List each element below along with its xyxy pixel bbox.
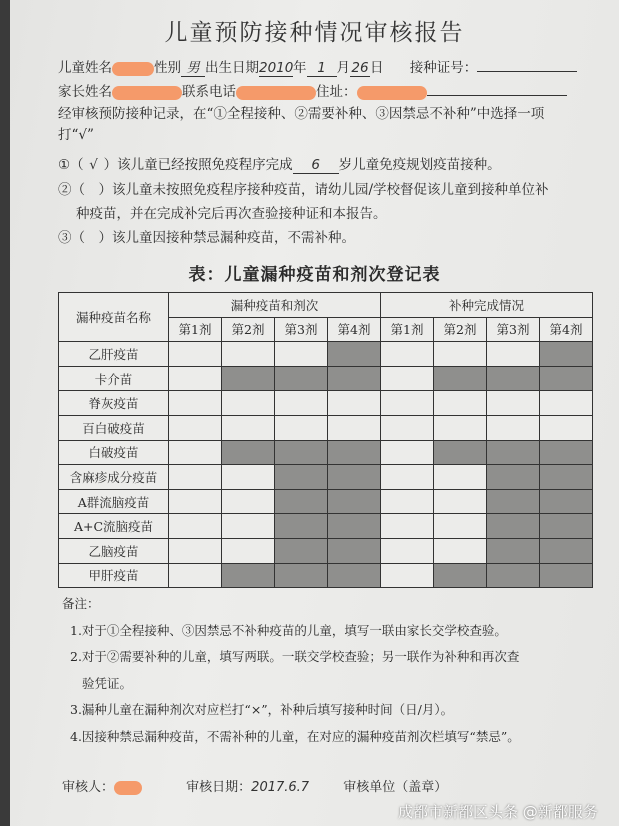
option-1 (58, 153, 501, 174)
shaded-cell (540, 440, 593, 465)
completion-header: 补种完成情况 (381, 293, 593, 318)
dose-cell (381, 514, 434, 539)
shaded-cell (540, 342, 593, 367)
shaded-cell (540, 489, 593, 514)
dose-cell (381, 342, 434, 367)
year-label: 年 (293, 60, 307, 76)
shaded-cell (540, 366, 593, 391)
redacted-reviewer (114, 781, 142, 795)
age-value: 6 (293, 157, 339, 174)
shaded-cell (222, 366, 275, 391)
footer (62, 780, 447, 796)
dose-cell (222, 538, 275, 563)
dose-header: 第3剂 (275, 317, 328, 342)
parent-label: 家长姓名 (58, 84, 112, 100)
child-info-line (58, 56, 577, 77)
cert-label: 接种证号： (409, 60, 478, 76)
dose-cell (434, 342, 487, 367)
dose-header: 第2剂 (222, 317, 275, 342)
option-3-text: 该儿童因接种禁忌漏种疫苗，不需补种。 (112, 230, 355, 246)
redacted-parent (112, 86, 182, 100)
redacted-name (112, 62, 154, 76)
dose-header: 第2剂 (434, 317, 487, 342)
page-title: 儿童预防接种情况审核报告 (164, 20, 465, 46)
dose-cell (169, 415, 222, 440)
dose-header: 第4剂 (540, 317, 593, 342)
option-2-text-cont: 种疫苗，并在完成补完后再次查验接种证和本报告。 (76, 206, 387, 222)
shaded-cell (487, 489, 540, 514)
dose-cell (328, 415, 381, 440)
dose-header: 第4剂 (328, 317, 381, 342)
shaded-cell (328, 563, 381, 588)
vaccine-table (58, 292, 593, 588)
dose-cell (381, 538, 434, 563)
redacted-address (357, 86, 427, 100)
gender-value: 男 (181, 56, 205, 77)
dose-cell (328, 391, 381, 416)
dose-header: 第1剂 (381, 317, 434, 342)
shaded-cell (540, 514, 593, 539)
dose-cell (487, 391, 540, 416)
dose-cell (381, 563, 434, 588)
shaded-cell (487, 563, 540, 588)
dose-cell (169, 342, 222, 367)
shaded-cell (328, 366, 381, 391)
vaccine-name: 含麻疹成分疫苗 (59, 465, 169, 490)
shaded-cell (275, 489, 328, 514)
shaded-cell (328, 489, 381, 514)
watermark-source: 头条 @新都服务 (488, 803, 598, 821)
dose-cell (381, 465, 434, 490)
table-row (59, 563, 593, 588)
watermark (398, 803, 598, 821)
shaded-cell (540, 538, 593, 563)
shaded-cell (487, 514, 540, 539)
dose-cell (275, 342, 328, 367)
dose-cell (434, 415, 487, 440)
dose-cell (487, 415, 540, 440)
dose-cell (169, 514, 222, 539)
birth-label: 出生日期 (205, 60, 259, 76)
dose-cell (169, 563, 222, 588)
dose-cell (434, 514, 487, 539)
dose-cell (434, 465, 487, 490)
instructions: 经审核预防接种记录，在“①全程接种、②需要补种、③因禁忌不补种”中选择一项打“√” (58, 106, 545, 143)
note-item: 3.漏种儿童在漏种剂次对应栏打“×”，补种后填写接种时间（日/月）。 (70, 702, 454, 717)
address-label: 住址： (316, 84, 357, 100)
dose-cell (169, 489, 222, 514)
missed-header: 漏种疫苗和剂次 (169, 293, 381, 318)
table-row (59, 514, 593, 539)
option-2-mark: ②（ ） (58, 182, 112, 198)
dose-cell (540, 391, 593, 416)
vaccine-name: 乙肝疫苗 (59, 342, 169, 367)
shaded-cell (222, 440, 275, 465)
dose-cell (222, 342, 275, 367)
table-body (59, 342, 593, 588)
table-row (59, 366, 593, 391)
option-1-mark: ①（ (58, 157, 84, 173)
birth-day: 26 (351, 60, 369, 76)
shaded-cell (434, 366, 487, 391)
day-label: 日 (370, 60, 384, 76)
vaccine-name: 卡介苗 (59, 366, 169, 391)
note-item: 1.对于①全程接种、③因禁忌不补种疫苗的儿童，填写一联由家长交学校查验。 (70, 622, 507, 638)
vaccine-name: 脊灰疫苗 (59, 391, 169, 416)
shaded-cell (275, 366, 328, 391)
table-row (59, 465, 593, 490)
option-1-text: ）该儿童已经按照免疫程序完成 (103, 157, 293, 173)
shaded-cell (275, 563, 328, 588)
dose-cell (434, 538, 487, 563)
vaccine-name: 白破疫苗 (59, 440, 169, 465)
vaccine-name: A+C流脑疫苗 (59, 514, 169, 539)
dose-cell (169, 366, 222, 391)
table-row (59, 415, 593, 440)
dose-cell (540, 415, 593, 440)
table-row (59, 440, 593, 465)
option-2-text: 该儿童未按照免疫程序接种疫苗，请幼儿园/学校督促该儿童到接种单位补 (112, 182, 549, 198)
phone-label: 联系电话 (182, 84, 236, 100)
table-row (59, 342, 593, 367)
vaccine-name: 乙脑疫苗 (59, 538, 169, 563)
table-row (59, 489, 593, 514)
date-value: 2017.6.7 (251, 780, 310, 795)
dose-header: 第3剂 (487, 317, 540, 342)
shaded-cell (275, 440, 328, 465)
dose-cell (381, 391, 434, 416)
table-row (59, 538, 593, 563)
shaded-cell (434, 440, 487, 465)
birth-year: 2010 (259, 60, 294, 76)
dose-cell (169, 538, 222, 563)
unit-label: 审核单位（盖章） (343, 780, 448, 795)
reviewer-label: 审核人： (62, 780, 115, 795)
gender-label: 性别 (154, 60, 181, 76)
shaded-cell (328, 465, 381, 490)
shaded-cell (222, 563, 275, 588)
dose-cell (381, 415, 434, 440)
shaded-cell (487, 440, 540, 465)
cert-value (477, 71, 577, 72)
shaded-cell (328, 440, 381, 465)
redacted-phone (236, 86, 316, 100)
notes-label: 备注： (62, 596, 100, 611)
shaded-cell (487, 366, 540, 391)
dose-cell (434, 391, 487, 416)
option-3-mark: ③（ ） (58, 230, 112, 246)
parent-info-line (58, 80, 567, 100)
dose-cell (169, 465, 222, 490)
dose-cell (487, 342, 540, 367)
dose-cell (169, 440, 222, 465)
dose-cell (381, 366, 434, 391)
shaded-cell (328, 514, 381, 539)
shaded-cell (540, 563, 593, 588)
vaccine-name: 甲肝疫苗 (59, 563, 169, 588)
shaded-cell (487, 465, 540, 490)
shaded-cell (487, 538, 540, 563)
table-row (59, 391, 593, 416)
watermark-text: 成都市新都区 (398, 803, 489, 821)
option-2 (58, 178, 549, 198)
month-label: 月 (336, 60, 350, 76)
table-title: 表：儿童漏种疫苗和剂次登记表 (188, 265, 441, 285)
shaded-cell (275, 465, 328, 490)
shaded-cell (328, 538, 381, 563)
dose-header: 第1剂 (169, 317, 222, 342)
child-name-label: 儿童姓名 (58, 60, 112, 76)
shaded-cell (275, 538, 328, 563)
birth-month: 1 (307, 60, 337, 77)
dose-cell (222, 465, 275, 490)
note-item: 2.对于②需要补种的儿童，填写两联。一联交学校查验；另一联作为补种和再次查 (70, 649, 520, 664)
notes (62, 598, 520, 757)
address-line (427, 95, 567, 96)
dose-cell (275, 415, 328, 440)
dose-cell (434, 489, 487, 514)
shaded-cell (328, 342, 381, 367)
report-page (10, 0, 619, 826)
note-item: 4.因接种禁忌漏种疫苗，不需补种的儿童，在对应的漏种疫苗剂次栏填写“禁忌”。 (70, 728, 520, 744)
dose-cell (169, 391, 222, 416)
dose-cell (275, 391, 328, 416)
dose-cell (381, 489, 434, 514)
name-header: 漏种疫苗名称 (59, 293, 169, 342)
vaccine-name: A群流脑疫苗 (59, 489, 169, 514)
shaded-cell (275, 514, 328, 539)
dose-cell (222, 391, 275, 416)
shaded-cell (540, 465, 593, 490)
note-item: 验凭证。 (82, 675, 133, 691)
dose-cell (222, 489, 275, 514)
dose-cell (222, 514, 275, 539)
dose-cell (222, 415, 275, 440)
date-label: 审核日期： (186, 780, 252, 795)
option-3 (58, 226, 355, 246)
option-1-text2: 岁儿童免疫规划疫苗接种。 (338, 157, 501, 173)
shaded-cell (434, 563, 487, 588)
dose-cell (381, 440, 434, 465)
vaccine-name: 百白破疫苗 (59, 415, 169, 440)
check-mark: √ (89, 157, 98, 173)
